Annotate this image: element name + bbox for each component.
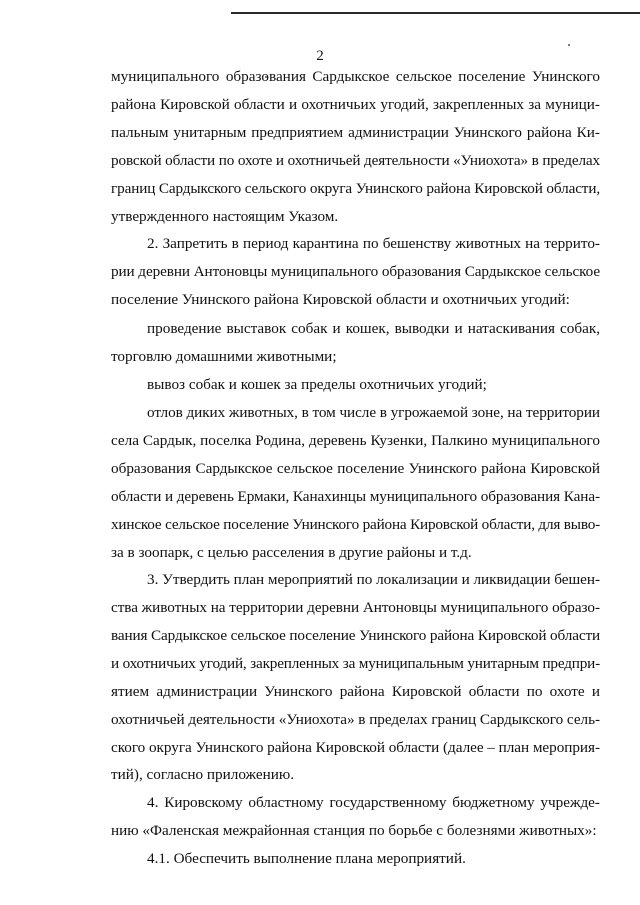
text-line-content: ровской области по охоте и охотничьей деятельности «Униохота» в пределах [111,152,600,169]
text-line-content: проведение выставок собак и кошек, выводки и натаскивания собак, [147,320,600,337]
text-line-content: села Сардык, поселка Родина, деревень Кузенки, Палкино муниципального [111,432,600,449]
text-line [0,315,640,343]
text-line-content: ского округа Унинского района Кировской области (далее – план мероприя- [111,739,600,756]
text-line [0,845,640,873]
text-line-content: 4.1. Обеспечить выполнение плана мероприятий. [147,850,466,867]
text-line-content: 4. Кировскому областному государственному бюджетному учрежде- [147,794,600,811]
text-line-content: образования Сардыкское сельское поселение Унинского района Кировской [111,460,600,477]
text-line-content: вывоз собак и кошек за пределы охотничьих угодий; [147,376,487,393]
text-line-content: муниципального образования Сардыкское сельское поселение Унинского [111,68,600,85]
text-line [0,91,640,119]
text-line [0,230,640,258]
text-line [0,343,640,371]
text-line [0,63,640,91]
scan-speck [568,44,570,46]
text-line-content: ства животных на территории деревни Антоновцы муниципального образо- [111,599,600,616]
text-line [0,761,640,789]
text-line-content: торговлю домашними животными; [111,348,337,365]
text-line [0,427,640,455]
top-rule [231,12,640,14]
text-line-content: нию «Фаленская межрайонная станция по борьбе с болезнями животных»: [111,822,597,839]
text-line [0,455,640,483]
text-line-content: района Кировской области и охотничьих угодий, закрепленных за муници- [111,96,600,113]
text-line-content: и охотничьих угодий, закрепленных за муниципальным унитарным предпри- [111,655,600,672]
text-line-content: охотничьей деятельности «Униохота» в пределах границ Сардыкского сель- [111,711,600,728]
text-line-content: ятием администрации Унинского района Кировской области по охоте и [111,683,600,700]
text-line-content: поселение Унинского района Кировской области и охотничьих угодий: [111,291,570,308]
text-line [0,511,640,539]
text-line [0,594,640,622]
text-line-content: утвержденного настоящим Указом. [111,208,339,225]
text-line-content: за в зоопарк, с целью расселения в другие районы и т.д. [111,544,472,561]
text-line [0,650,640,678]
text-line [0,147,640,175]
text-line [0,566,640,594]
text-line [0,539,640,567]
text-line [0,817,640,845]
text-line [0,203,640,231]
text-line-content: рии деревни Антоновцы муниципального образования Сардыкское сельское [111,263,600,280]
text-line [0,734,640,762]
text-line [0,789,640,817]
text-line-content: отлов диких животных, в том числе в угрожаемой зоне, на территории [147,404,600,421]
page-number: 2 [316,48,324,64]
text-line-content: пальным унитарным предприятием администрации Унинского района Ки- [111,124,600,141]
text-line [0,706,640,734]
text-line [0,119,640,147]
text-line [0,175,640,203]
text-line-content: хинское сельское поселение Унинского района Кировской области, для выво- [111,516,600,533]
text-line [0,286,640,314]
text-line [0,258,640,286]
text-line [0,399,640,427]
text-line [0,678,640,706]
text-line-content: тий), согласно приложению. [111,766,294,783]
text-line-content: вания Сардыкское сельское поселение Унинского района Кировской области [111,627,600,644]
text-line [0,483,640,511]
text-line-content: 2. Запретить в период карантина по бешенству животных на террито- [147,235,600,252]
text-line-content: области и деревень Ермаки, Канахинцы муниципального образования Кана- [111,488,600,505]
text-line-content: границ Сардыкского сельского округа Унинского района Кировской области, [111,180,600,197]
text-line [0,622,640,650]
text-line [0,371,640,399]
text-line-content: 3. Утвердить план мероприятий по локализации и ликвидации бешен- [147,571,600,588]
